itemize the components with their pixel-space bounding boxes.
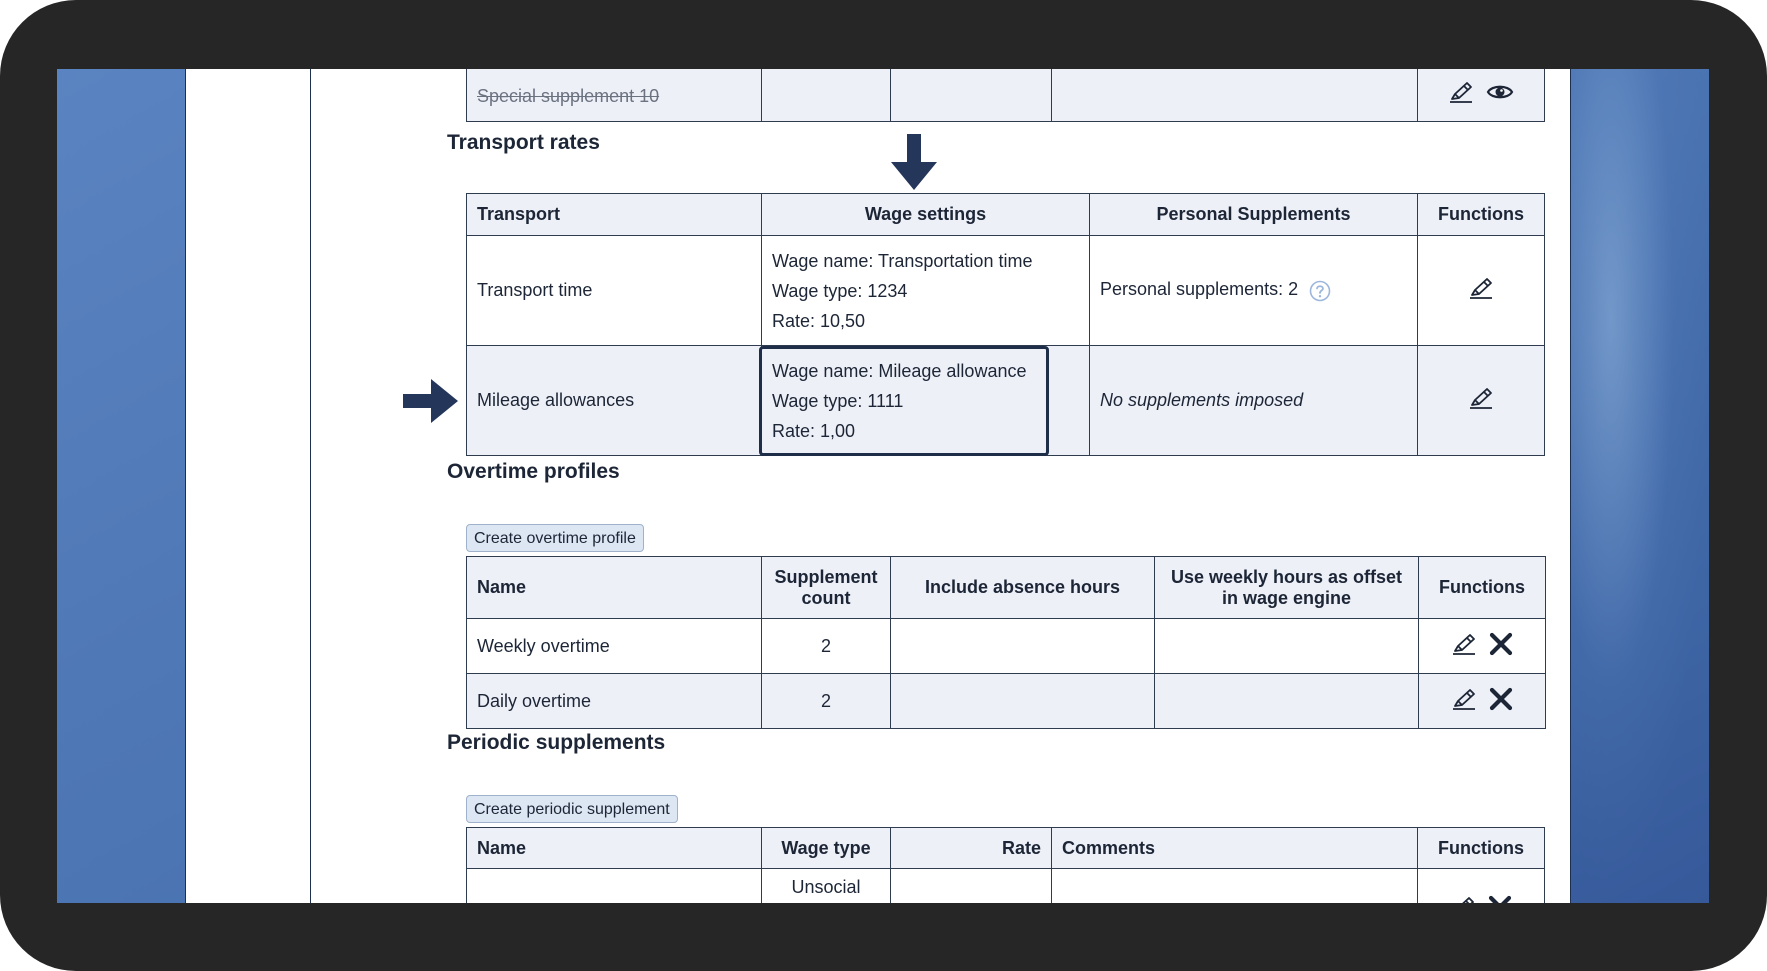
header-include-absence-hours: Include absence hours (891, 557, 1155, 619)
empty-cell (891, 69, 1052, 122)
wage-settings-cell (762, 236, 1090, 346)
special-supplement-name-cell (467, 69, 762, 122)
functions-cell (1419, 619, 1546, 674)
periodic-comments-cell (1052, 869, 1418, 904)
overtime-profiles-title: Overtime profiles (447, 460, 620, 483)
pencil-icon[interactable] (1450, 895, 1476, 903)
wage-rate: Rate: 10,50 (772, 310, 866, 331)
wage-type: Wage type: 1111 (772, 390, 904, 411)
wage-type: Wage type: 1234 (772, 280, 908, 301)
empty-cell (891, 619, 1155, 674)
overtime-name: Daily overtime (467, 674, 762, 729)
table-row (467, 869, 1545, 904)
periodic-rate-cell (891, 869, 1052, 904)
transport-name: Transport time (467, 236, 762, 346)
periodic-supplements-title: Periodic supplements (447, 731, 666, 754)
header-wage-settings: Wage settings (762, 194, 1090, 236)
functions-cell (1418, 346, 1545, 456)
page-right-border (1570, 69, 1571, 903)
header-wage-type: Wage type (762, 828, 891, 869)
arrow-right-icon (403, 377, 459, 425)
empty-cell (1052, 69, 1418, 122)
table-header-row (467, 828, 1545, 869)
overtime-name: Weekly overtime (467, 619, 762, 674)
header-functions: Functions (1418, 194, 1545, 236)
overtime-profiles-table (466, 556, 1546, 729)
periodic-supplements-table (466, 827, 1545, 903)
arrow-down-icon (889, 134, 939, 192)
page-left-border (185, 69, 186, 903)
table-header-row (467, 557, 1546, 619)
transport-rates-table (466, 193, 1545, 456)
transport-rates-title: Transport rates (447, 131, 600, 154)
wage-name: Wage name: Transportation time (772, 250, 1033, 271)
table-row (467, 674, 1546, 729)
functions-cell (1418, 236, 1545, 346)
pencil-icon[interactable] (1451, 632, 1477, 656)
table-row (467, 619, 1546, 674)
personal-supplements-cell (1090, 236, 1418, 346)
table-header-row (467, 194, 1545, 236)
pencil-icon[interactable] (1468, 276, 1494, 300)
special-supplements-table (466, 69, 1545, 122)
help-icon[interactable] (1309, 280, 1331, 302)
header-comments: Comments (1052, 828, 1418, 869)
empty-cell (1155, 619, 1419, 674)
wage-settings-cell (762, 346, 1090, 456)
delete-icon[interactable] (1488, 895, 1512, 903)
table-row (467, 69, 1545, 122)
header-supplement-count-line2: count (801, 587, 851, 608)
header-supplement-count (762, 557, 891, 619)
pencil-icon[interactable] (1468, 386, 1494, 410)
header-name: Name (467, 557, 762, 619)
periodic-name-cell (467, 869, 762, 904)
functions-cell (1418, 69, 1545, 122)
wage-name: Wage name: Mileage allowance (772, 360, 1027, 381)
eye-icon[interactable] (1486, 82, 1514, 102)
header-personal-supplements: Personal Supplements (1090, 194, 1418, 236)
empty-cell (762, 69, 891, 122)
periodic-wage-type: Unsocial (762, 869, 891, 904)
header-functions: Functions (1419, 557, 1546, 619)
functions-cell (1418, 869, 1545, 904)
header-rate: Rate (891, 828, 1052, 869)
delete-icon[interactable] (1489, 687, 1513, 711)
header-name: Name (467, 828, 762, 869)
pencil-icon[interactable] (1448, 80, 1474, 104)
header-supplement-count-line1: Supplement (774, 566, 878, 587)
header-weekly-offset-line1: Use weekly hours as offset (1170, 566, 1403, 587)
wage-rate: Rate: 1,00 (772, 420, 856, 441)
header-weekly-offset-line2: in wage engine (1221, 587, 1352, 608)
empty-cell (891, 674, 1155, 729)
desktop-glow (1569, 69, 1709, 903)
supplement-count: 2 (762, 619, 891, 674)
create-periodic-supplement-button[interactable]: Create periodic supplement (466, 795, 678, 823)
header-weekly-offset (1155, 557, 1419, 619)
pencil-icon[interactable] (1451, 687, 1477, 711)
content-border (310, 69, 311, 903)
empty-cell (1155, 674, 1419, 729)
screen (57, 69, 1709, 903)
create-overtime-profile-button[interactable]: Create overtime profile (466, 524, 644, 552)
personal-supplements-text: Personal supplements: 2 (1100, 279, 1299, 300)
personal-supplements-cell: No supplements imposed (1090, 346, 1418, 456)
delete-icon[interactable] (1489, 632, 1513, 656)
functions-cell (1419, 674, 1546, 729)
transport-name: Mileage allowances (467, 346, 762, 456)
table-row (467, 346, 1545, 456)
table-row (467, 236, 1545, 346)
header-functions: Functions (1418, 828, 1545, 869)
header-transport: Transport (467, 194, 762, 236)
supplement-count: 2 (762, 674, 891, 729)
special-supplement-name: Special supplement 10 (477, 86, 660, 106)
